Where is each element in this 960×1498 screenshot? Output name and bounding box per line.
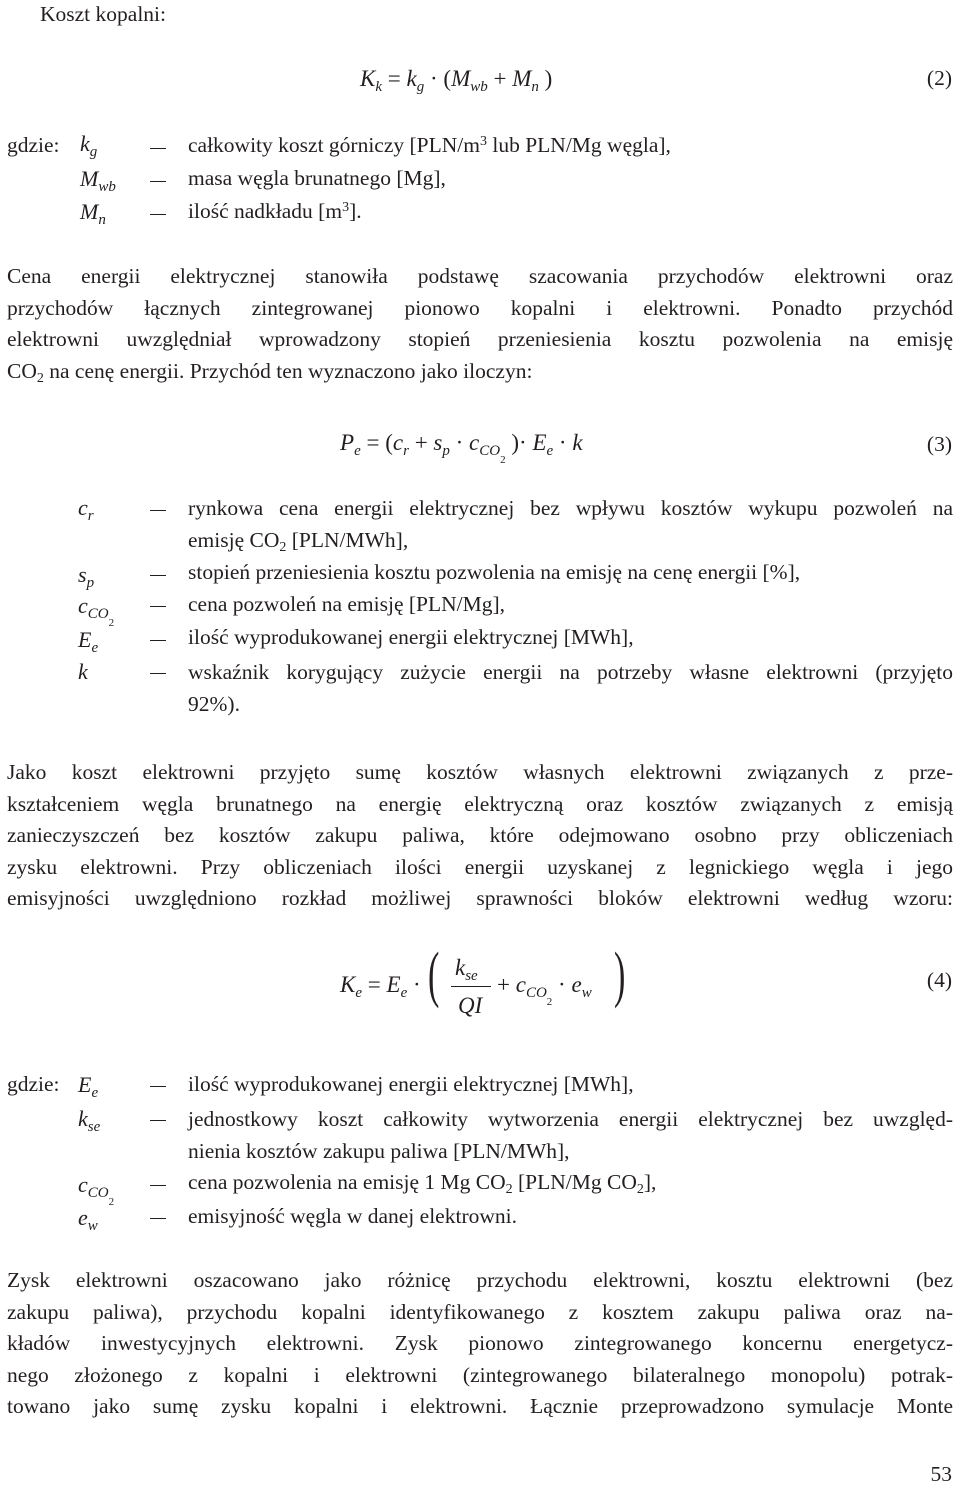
- dash: [150, 1120, 166, 1121]
- symbol-mwb: $M_{wb}$: [80, 166, 116, 195]
- symbol-ee: $E_e$: [78, 1072, 99, 1101]
- definition-ee: ilość wyprodukowanej energii elektrycznej [MWh],: [188, 625, 634, 649]
- definition-cr: rynkowa cena energii elektrycznej bez wpływu kosztów wykupu pozwoleń na emisję $CO_2$ [PLN/MWh],: [188, 496, 953, 555]
- dash: [150, 575, 166, 576]
- dash: [150, 148, 166, 149]
- definition-ee: ilość wyprodukowanej energii elektrycznej [MWh],: [188, 1072, 634, 1096]
- symbol-k: k: [78, 659, 88, 684]
- equation-2: $K_k = k_g \cdot (M_{wb} + M_n$ ): [360, 66, 553, 95]
- section-heading: Koszt kopalni:: [40, 2, 166, 26]
- dash: [150, 606, 166, 607]
- definition-sp: stopień przeniesienia kosztu pozwolenia na emisję na cenę energii [%],: [188, 560, 801, 584]
- page-number: 53: [930, 1462, 952, 1486]
- definition-cco2-unit: cena pozwolenia na emisję 1 Mg $CO_2$ [PLN/Mg $CO_2$],: [188, 1170, 657, 1197]
- equation-3: $P_e = (c_r + s_p \cdot c_{CO_2}$ )· $E_e \cdot k$: [340, 430, 583, 466]
- symbol-cr: $c_r$: [78, 495, 94, 524]
- definition-cco2: cena pozwoleń na emisję [PLN/Mg],: [188, 592, 506, 616]
- where-label: gdzie:: [7, 1072, 60, 1096]
- equation-4-number: (4): [926, 968, 952, 992]
- symbol-cco2: $c_{CO_2}$: [78, 593, 115, 629]
- dash: [150, 640, 166, 641]
- symbol-ee: $E_e$: [78, 627, 99, 656]
- where-label: gdzie:: [7, 133, 60, 157]
- equation-3-number: (3): [926, 432, 952, 456]
- definition-mn: ilość nadkładu $[m^3]$.: [188, 199, 362, 223]
- dash: [150, 510, 166, 511]
- dash: [150, 181, 166, 182]
- definition-kg: całkowity koszt górniczy [$PLN/m^3$ lub PLN/Mg węgla],: [188, 133, 671, 157]
- symbol-kg: $k_g$: [80, 131, 98, 160]
- paragraph-profit: Zysk elektrowni oszacowano jako różnicę przychodu elektrowni, kosztu elektrowni (bez zakupu paliwa), przychodu kopalni identyfikowanego z kosztem zakupu paliwa oraz na- kładów inwestycyjnych elektrowni. Zysk pionowo zintegrowanego koncernu energetycz- nego złożonego z kopalni i elektrowni (zintegrowanego bilateralnego monopolu) potrak- towano jako sumę zysku kopalni i elektrowni. Łącznie przeprowadzono symulacje Monte: [7, 1268, 953, 1418]
- definition-kse: jednostkowy koszt całkowity wytworzenia energii elektrycznej bez uwzględ- nienia kosztów zakupu paliwa [PLN/MWh],: [188, 1107, 953, 1163]
- dash: [150, 1218, 166, 1219]
- symbol-mn: $M_n$: [80, 199, 106, 228]
- dash: [150, 214, 166, 215]
- definition-mwb: masa węgla brunatnego [Mg],: [188, 166, 446, 190]
- symbol-cco2: $c_{CO_2}$: [78, 1172, 115, 1208]
- symbol-kse: $k_{se}$: [78, 1106, 101, 1135]
- dash: [150, 673, 166, 674]
- symbol-ew: $e_w$: [78, 1205, 98, 1234]
- equation-2-number: (2): [926, 66, 952, 90]
- paragraph-revenue: Cena energii elektrycznej stanowiła podstawę szacowania przychodów elektrowni oraz przychodów łącznych zintegrowanej pionowo kopalni i elektrowni. Ponadto przychód elektrowni uwzględniał wprowadzony stopień przeniesienia kosztu pozwolenia na emisję $CO_2$ na cenę energii. Przychód ten wyznaczono jako iloczyn:: [7, 264, 953, 386]
- dash: [150, 1086, 166, 1087]
- symbol-sp: $s_p$: [78, 562, 95, 591]
- definition-k: wskaźnik korygujący zużycie energii na potrzeby własne elektrowni (przyjęto 92%).: [188, 660, 953, 716]
- definition-ew: emisyjność węgla w danej elektrowni.: [188, 1204, 517, 1228]
- dash: [150, 1185, 166, 1186]
- paragraph-plant-cost: Jako koszt elektrowni przyjęto sumę kosztów własnych elektrowni związanych z prze- kształceniem węgla brunatnego na energię elektryczną oraz kosztów związanych z emisją zanieczyszczeń bez kosztów zakupu paliwa, które odejmowano osobno przy obliczeniach zysku elektrowni. Przy obliczeniach ilości energii uzyskanej z legnickiego węgla i jego emisyjności uwzględniono rozkład możliwej sprawności bloków elektrowni według wzoru:: [7, 760, 953, 910]
